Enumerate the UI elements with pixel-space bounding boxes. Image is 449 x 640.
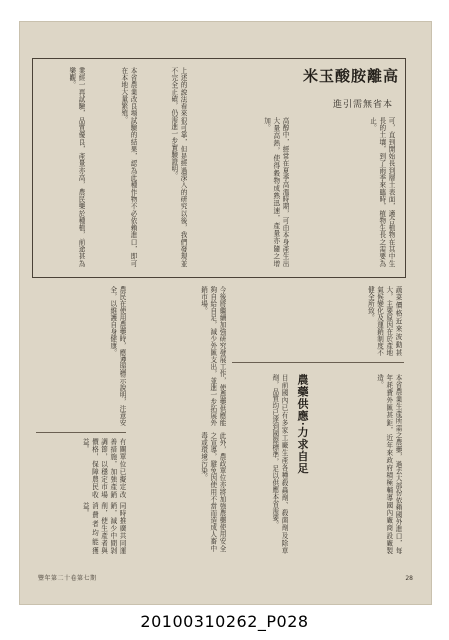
- boxed-article-column: 業經一再試驗，品質優良，產量亦高，農民樂於種植，前途甚為樂觀。: [67, 67, 85, 267]
- section-column: 目前國內已有多家工廠生產各種殺蟲劑、殺菌劑及除草劑，品質均已達到國際標準，足以供應本省需要。: [270, 374, 288, 554]
- section-column: 此外，農政單位亦將加強農藥使用安全之宣導，避免因使用不當而造成人畜中毒或環境污染。: [199, 432, 226, 552]
- section-column: 今後將繼續加強研究發展工作，使農藥供應能夠自給自足，減少外匯支出，並進一步拓展外銷市場。: [199, 286, 226, 426]
- left-column-text: 同時推廣共同運銷，減少中間剝削，使生產者與消費者均能獲益。: [81, 502, 126, 554]
- image-caption: 20100310262_P028: [140, 612, 309, 631]
- article-subhead: 進引需無省本: [332, 100, 393, 110]
- boxed-article-column: 高醇中，經常在夏季高溫時期，可由本身產生出大量高熱，使得穀物成熟迅速，產量亦隨之增加。: [262, 117, 289, 267]
- issue-footer: 豐年第二十卷第七期: [38, 575, 97, 582]
- boxed-article: [32, 58, 406, 278]
- page-number: 28: [405, 575, 413, 582]
- left-column-text: 有關單位已擬定改善措施，加強產銷調節，以穩定市場價格，保障農民收益。: [81, 438, 126, 498]
- section-divider: [36, 432, 126, 433]
- boxed-article-column: 上述的說法看來很可靠，但是經過深入的研究以後，我們發現並不完全正確，仍需進一步實驗證明。: [169, 67, 187, 267]
- boxed-article-column: 可，直到開始長到層土表面，適合植物在其中生長的土壤，到了雨季來臨時，植物生長之需要為止。: [368, 117, 395, 267]
- section-title: 農藥供應‧力求自足: [296, 374, 309, 475]
- section-divider: [232, 362, 404, 363]
- page-content: [32, 40, 418, 588]
- section-column: 農民在使用農藥時，應遵照標示說明，注意安全，以維護自身健康。: [108, 286, 126, 426]
- article-headline: 米玉酸胺離高: [302, 67, 399, 85]
- right-column-text: 蔬菜價格近來波動甚大，主要原因在於產地氣候變化及運銷制度不健全所致。: [366, 286, 402, 356]
- magazine-page: [20, 22, 431, 604]
- boxed-article-column: 本省農業改良場試驗的結果，認為此種作物不必依賴進口，即可在本地大量繁殖。: [119, 67, 137, 267]
- section-column: 本省農業生產所需之農藥，過去大部份依賴國外進口，每年耗費外匯甚鉅，近年來政府積極輔導國內廠商設廠製造。: [375, 374, 402, 554]
